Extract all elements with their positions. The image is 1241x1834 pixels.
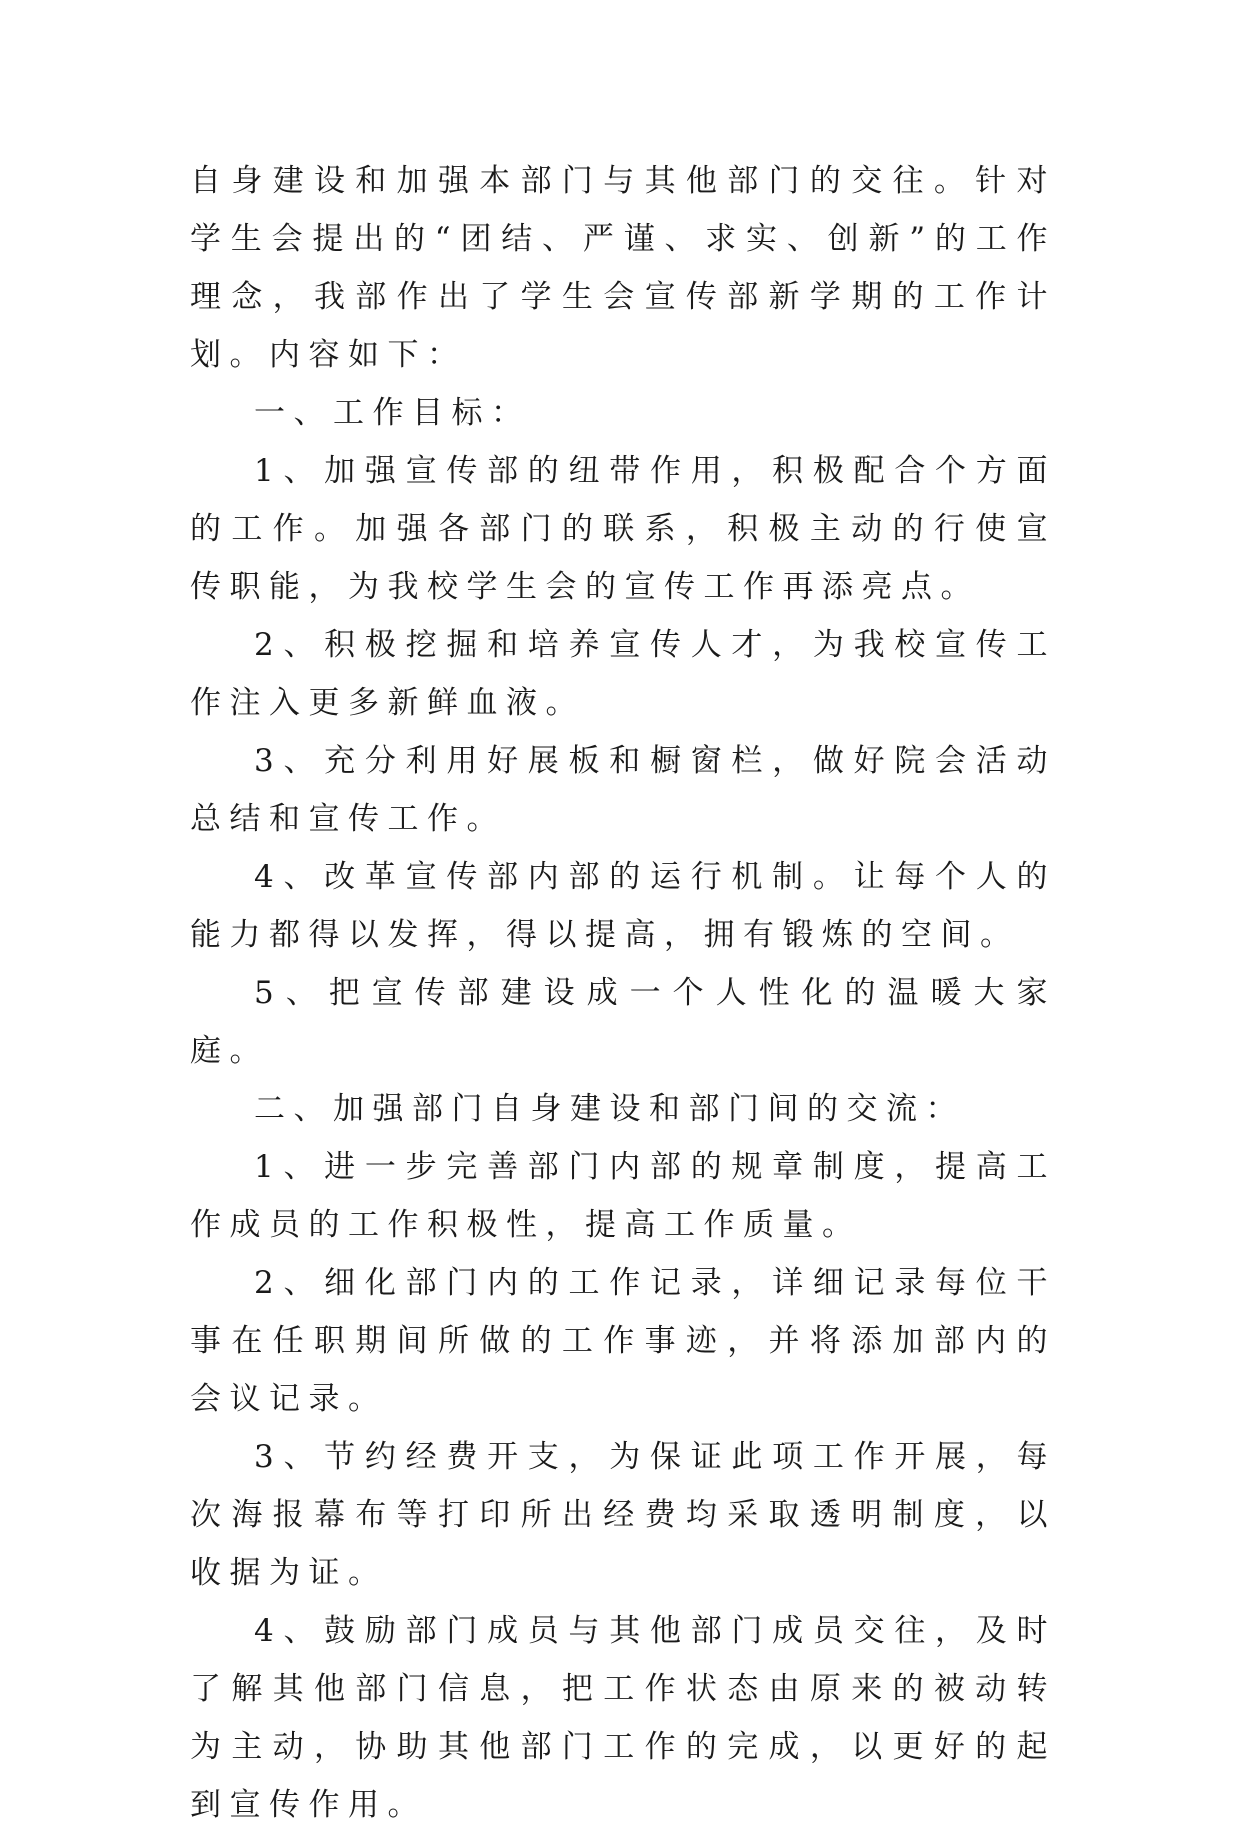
goal-item-5: 5、把宣传部建设成一个人性化的温暖大家庭。 (190, 975, 1056, 1069)
goal-item-2: 2、积极挖掘和培养宣传人才，为我校宣传工作注入更多新鲜血液。 (190, 627, 1056, 721)
section-heading-goals: 一、工作目标： (254, 395, 531, 431)
goal-item-1: 1、加强宣传部的纽带作用，积极配合个方面的工作。加强各部门的联系，积极主动的行使宣传职能，为我校学生会的宣传工作再添亮点。 (190, 453, 1056, 605)
goal-item-3: 3、充分利用好展板和橱窗栏，做好院会活动总结和宣传工作。 (190, 743, 1056, 837)
communication-item-1: 1、进一步完善部门内部的规章制度，提高工作成员的工作积极性，提高工作质量。 (190, 1149, 1056, 1243)
communication-item-2: 2、细化部门内的工作记录，详细记录每位干事在任职期间所做的工作事迹，并将添加部内的会议记录。 (190, 1265, 1056, 1417)
communication-item-3: 3、节约经费开支，为保证此项工作开展，每次海报幕布等打印所出经费均采取透明制度，以收据为证。 (190, 1439, 1056, 1591)
paragraph-intro: 自身建设和加强本部门与其他部门的交往。针对学生会提出的“团结、严谨、求实、创新”的工作理念，我部作出了学生会宣传部新学期的工作计划。内容如下： (190, 163, 1056, 373)
communication-item-4: 4、鼓励部门成员与其他部门成员交往，及时了解其他部门信息，把工作状态由原来的被动转为主动，协助其他部门工作的完成，以更好的起到宣传作用。 (190, 1613, 1056, 1823)
section-heading-communication: 二、加强部门自身建设和部门间的交流： (254, 1091, 965, 1127)
document-body (190, 152, 1056, 1834)
goal-item-4: 4、改革宣传部内部的运行机制。让每个人的能力都得以发挥，得以提高，拥有锻炼的空间。 (190, 859, 1056, 953)
